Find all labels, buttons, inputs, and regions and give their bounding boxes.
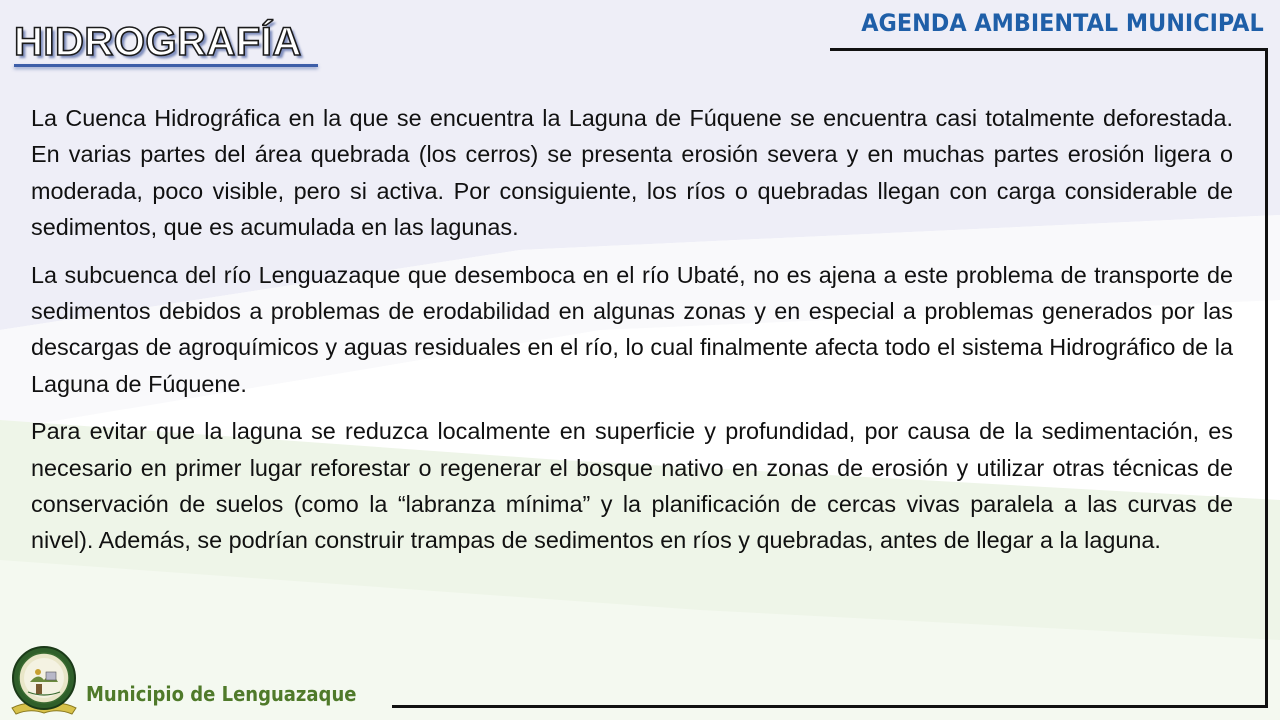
frame-line-bottom [392, 705, 1268, 708]
title-underline [14, 64, 318, 67]
municipal-seal-icon [8, 642, 80, 718]
paragraph-1: La Cuenca Hidrográfica en la que se encuentra la Laguna de Fúquene se encuentra casi totalmente deforestada. En varias partes del área quebrada (los cerros) se presenta erosión severa y en muchas partes erosión ligera o moderada, poco visible, pero si activa. Por consiguiente, los ríos o quebradas llegan con carga considerable de sedimentos, que es acumulada en las lagunas. [31, 105, 1233, 241]
paragraph-3: Para evitar que la laguna se reduzca localmente en superficie y profundidad, por causa de la sedimentación, es necesario en primer lugar reforestar o regenerar el bosque nativo en zonas de erosión y utilizar otras técnicas de conservación de suelos (como la “labranza mínima” y la planificación de cercas vivas paralela a las curvas de nivel). Además, se podrían construir trampas de sedimentos en ríos y quebradas, antes de llegar a la laguna. [31, 418, 1233, 554]
paragraph-2: La subcuenca del río Lenguazaque que desemboca en el río Ubaté, no es ajena a este problema de transporte de sedimentos debidos a problemas de erodabilidad en algunas zonas y en especial a problemas generados por las descargas de agroquímicos y aguas residuales en el río, lo cual finalmente afecta todo el sistema Hidrográfico de la Laguna de Fúquene. [31, 261, 1233, 397]
slide-title: HIDROGRAFÍA [14, 20, 302, 64]
body-text [31, 100, 1233, 570]
frame-line-top [830, 48, 1268, 51]
footer-municipio: Municipio de Lenguazaque [86, 682, 357, 706]
frame-line-right [1265, 48, 1268, 708]
header-agenda: AGENDA AMBIENTAL MUNICIPAL [861, 9, 1264, 37]
